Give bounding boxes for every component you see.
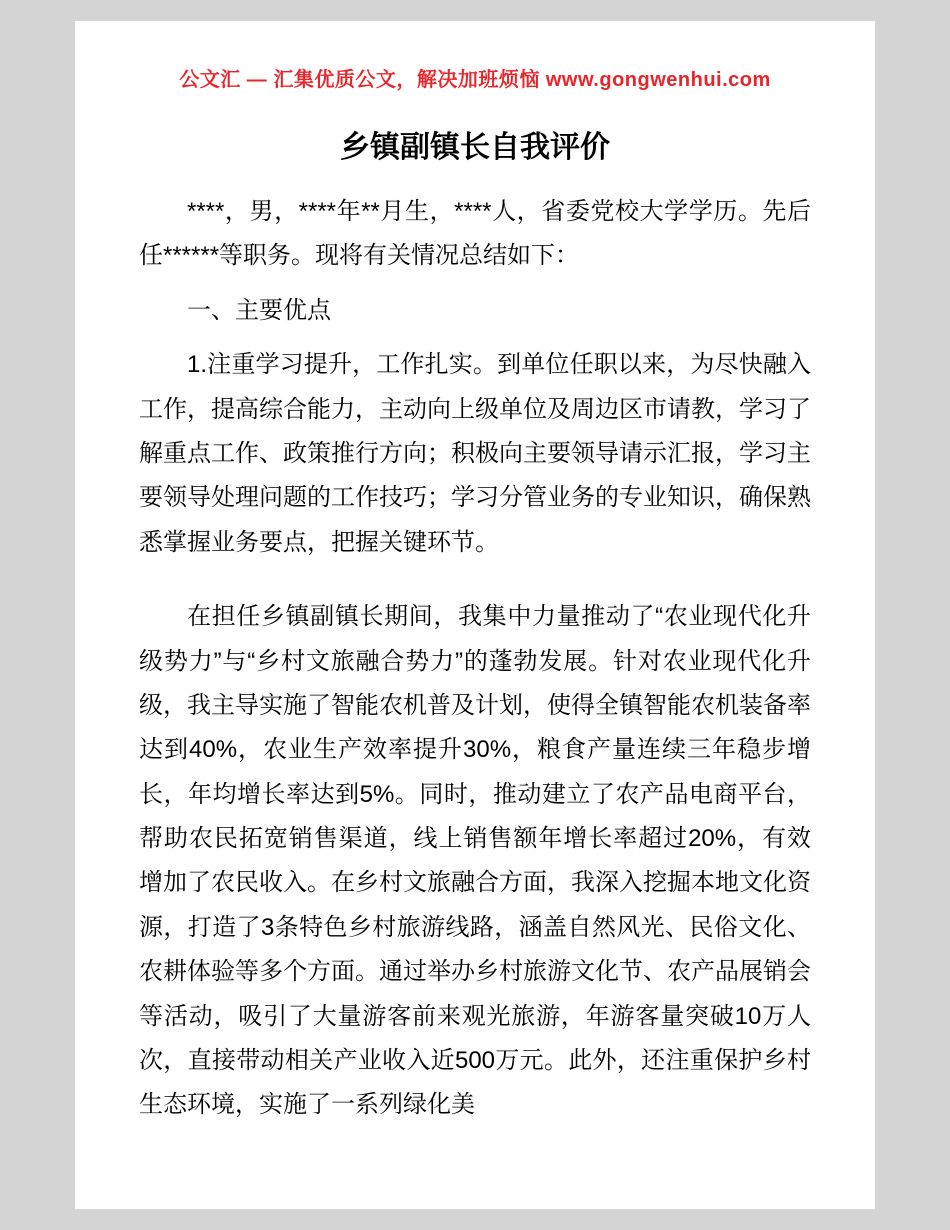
paragraph: 在担任乡镇副镇长期间，我集中力量推动了“农业现代化升级势力”与“乡村文旅融合势力”的蓬勃发展。针对农业现代化升级，我主导实施了智能农机普及计划，使得全镇智能农机装备率达到40%，农业生产效率提升30%，粮食产量连续三年稳步增长，年均增长率达到5%。同时，推动建立了农产品电商平台，帮助农民拓宽销售渠道，线上销售额年增长率超过20%，有效增加了农民收入。在乡村文旅融合方面，我深入挖掘本地文化资源，打造了3条特色乡村旅游线路，涵盖自然风光、民俗文化、农耕体验等多个方面。通过举办乡村旅游文化节、农产品展销会等活动，吸引了大量游客前来观光旅游，年游客量突破10万人次，直接带动相关产业收入近500万元。此外，还注重保护乡村生态环境，实施了一系列绿化美: [139, 603, 811, 1119]
document-title: 乡镇副镇长自我评价: [340, 131, 610, 164]
section-heading: 一、主要优点: [187, 296, 331, 324]
paragraph: 1.注重学习提升，工作扎实。到单位任职以来，为尽快融入工作，提高综合能力，主动向上级单位及周边区市请教，学习了解重点工作、政策推行方向；积极向主要领导请示汇报，学习主要领导处理问题的工作技巧；学习分管业务的专业知识，确保熟悉掌握业务要点，把握关键环节。: [139, 351, 811, 556]
document-page: [75, 21, 875, 1209]
site-brand-line: 公文汇 — 汇集优质公文，解决加班烦恼 www.gongwenhui.com: [179, 69, 771, 91]
paragraph: ****，男，****年**月生，****人，省委党校大学学历。先后任******等职务。现将有关情况总结如下：: [139, 198, 811, 270]
document-body: [139, 190, 811, 1128]
